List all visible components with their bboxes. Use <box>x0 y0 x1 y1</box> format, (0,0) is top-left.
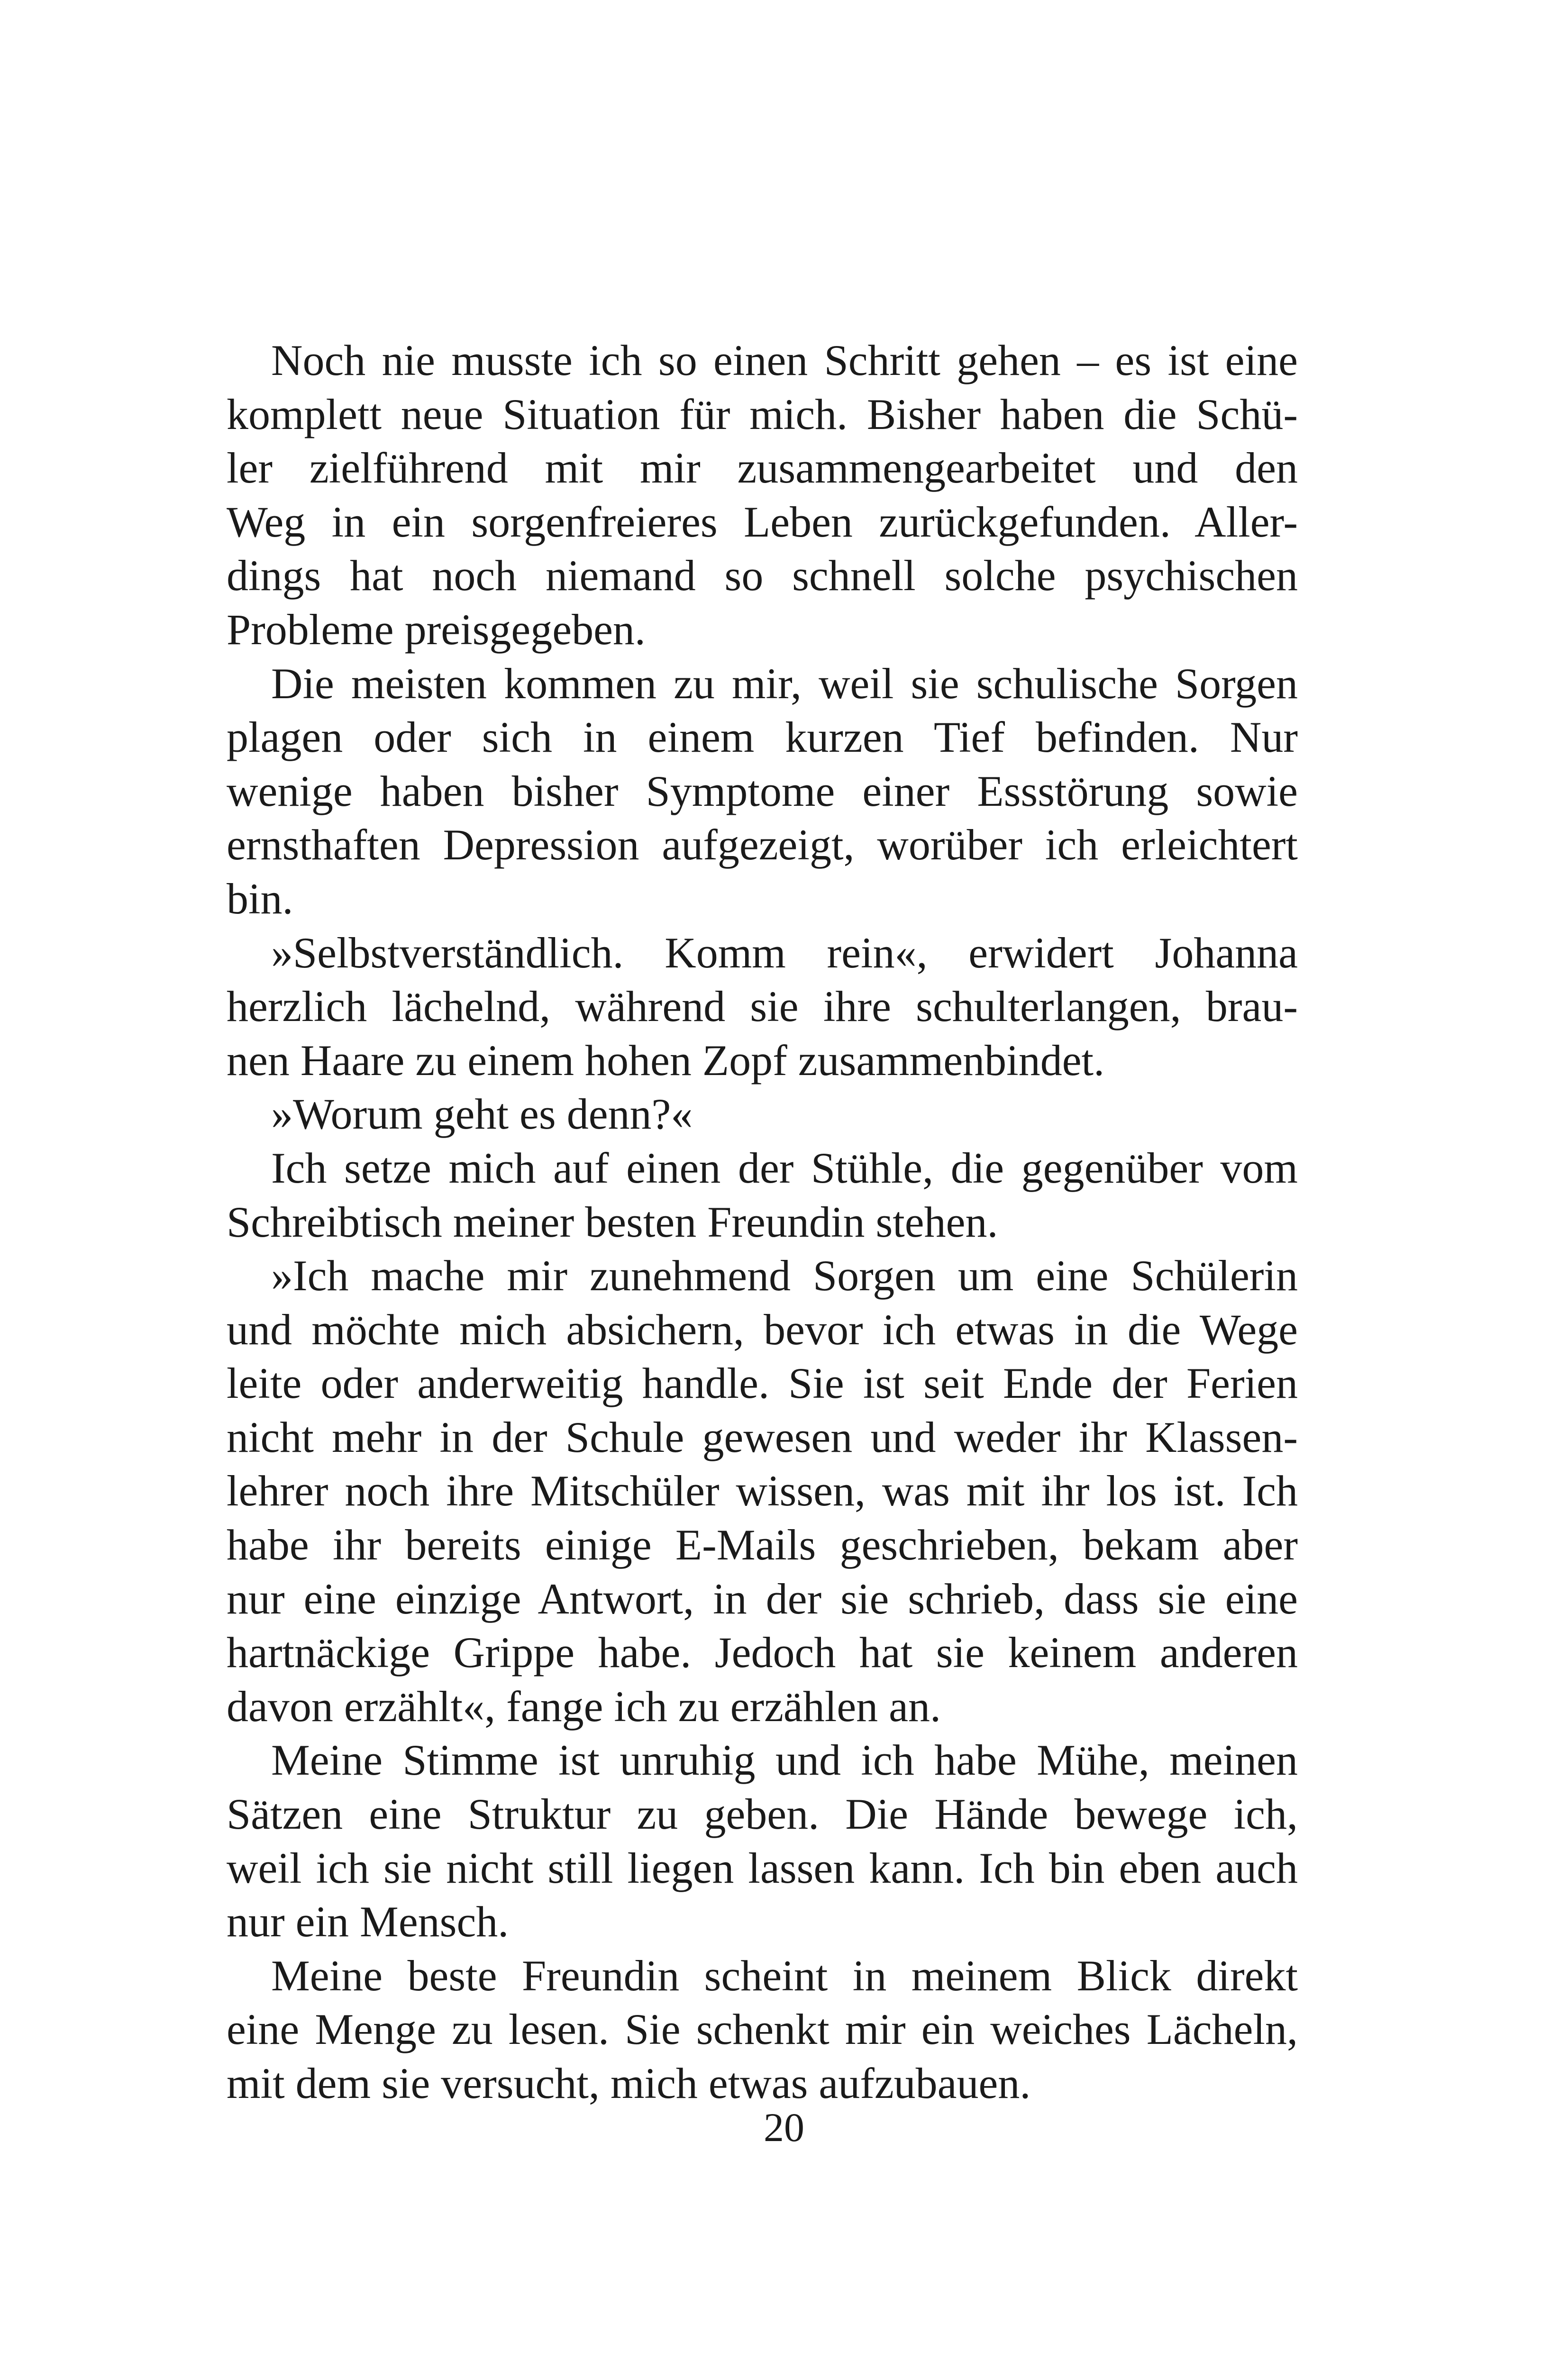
text-line: Probleme preisgegeben. <box>227 605 646 654</box>
text-line: »Worum geht es denn?« <box>271 1090 693 1139</box>
text-line: Weg in ein sorgenfreieres Leben zurückgefunden. Aller- <box>227 497 1298 546</box>
text-line: lehrer noch ihre Mitschüler wissen, was mit ihr los ist. Ich <box>227 1467 1298 1515</box>
paragraph <box>227 334 1298 657</box>
text-line: Noch nie musste ich so einen Schritt gehen – es ist eine <box>271 336 1298 384</box>
paragraph <box>227 657 1298 926</box>
text-line: eine Menge zu lesen. Sie schenkt mir ein weiches Lächeln, <box>227 2005 1298 2054</box>
text-line: herzlich lächelnd, während sie ihre schulterlangen, brau- <box>227 982 1298 1031</box>
text-line: Sätzen eine Struktur zu geben. Die Hände bewege ich, <box>227 1790 1298 1839</box>
text-line: und möchte mich absichern, bevor ich etwas in die Wege <box>227 1305 1298 1354</box>
text-line: Die meisten kommen zu mir, weil sie schulische Sorgen <box>271 659 1298 708</box>
text-line: wenige haben bisher Symptome einer Essstörung sowie <box>227 766 1298 815</box>
paragraph <box>227 1141 1298 1249</box>
text-line: habe ihr bereits einige E-Mails geschrieben, bekam aber <box>227 1521 1298 1569</box>
paragraph <box>227 926 1298 1088</box>
paragraph <box>227 1087 1298 1141</box>
text-line: bin. <box>227 874 293 923</box>
text-line: nicht mehr in der Schule gewesen und weder ihr Klassen- <box>227 1413 1298 1461</box>
text-line: mit dem sie versucht, mich etwas aufzubauen. <box>227 2059 1031 2107</box>
text-line: plagen oder sich in einem kurzen Tief befinden. Nur <box>227 713 1298 762</box>
text-line: dings hat noch niemand so schnell solche psychischen <box>227 551 1298 600</box>
text-line: leite oder anderweitig handle. Sie ist seit Ende der Ferien <box>227 1359 1298 1408</box>
text-line: komplett neue Situation für mich. Bisher haben die Schü- <box>227 390 1298 438</box>
paragraph <box>227 1249 1298 1733</box>
text-line: Meine Stimme ist unruhig und ich habe Mühe, meinen <box>271 1736 1298 1785</box>
text-line: ler zielführend mit mir zusammengearbeitet und den <box>227 444 1298 492</box>
text-line: nen Haare zu einem hohen Zopf zusammenbindet. <box>227 1036 1105 1085</box>
text-line: ernsthaften Depression aufgezeigt, worüber ich erleichtert <box>227 820 1298 869</box>
text-line: nur eine einzige Antwort, in der sie schrieb, dass sie eine <box>227 1574 1298 1623</box>
text-line: weil ich sie nicht still liegen lassen kann. Ich bin eben auch <box>227 1843 1298 1892</box>
page-number: 20 <box>764 2105 804 2150</box>
paragraph <box>227 1949 1298 2111</box>
text-line: davon erzählt«, fange ich zu erzählen an. <box>227 1682 941 1731</box>
text-line: hartnäckige Grippe habe. Jedoch hat sie keinem anderen <box>227 1628 1298 1677</box>
body-text <box>227 334 1298 2111</box>
text-line: Meine beste Freundin scheint in meinem Blick direkt <box>271 1951 1298 2000</box>
text-line: Schreibtisch meiner besten Freundin stehen. <box>227 1197 998 1246</box>
paragraph <box>227 1733 1298 1949</box>
text-line: »Ich mache mir zunehmend Sorgen um eine Schülerin <box>271 1251 1298 1300</box>
text-line: »Selbstverständlich. Komm rein«, erwidert Johanna <box>271 928 1298 977</box>
text-line: Ich setze mich auf einen der Stühle, die gegenüber vom <box>271 1143 1298 1192</box>
text-line: nur ein Mensch. <box>227 1897 509 1946</box>
